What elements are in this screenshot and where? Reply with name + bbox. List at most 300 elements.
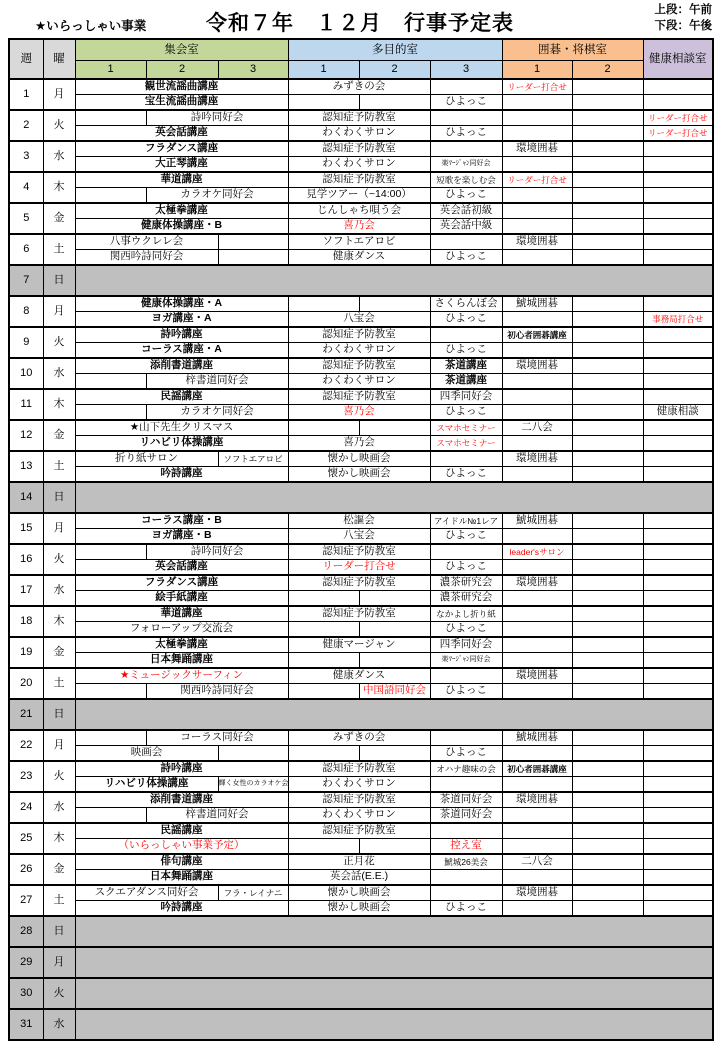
event-cell: 鯱城26美会 — [430, 854, 502, 870]
event-cell: 大正琴講座 — [75, 157, 288, 173]
event-cell: 喜乃会 — [288, 219, 430, 235]
event-cell: 英会話(E.E.) — [288, 870, 430, 886]
event-cell: みずきの会 — [288, 730, 430, 746]
dow-cell: 金 — [43, 420, 75, 451]
empty-cell — [502, 95, 572, 111]
event-cell: 健康マージャン — [288, 637, 430, 653]
dow-cell: 土 — [43, 234, 75, 265]
empty-cell — [502, 529, 572, 545]
empty-cell — [572, 157, 643, 173]
empty-cell — [75, 684, 146, 700]
date-cell: 14 — [9, 482, 43, 513]
event-cell: 宝生流謡曲講座 — [75, 95, 288, 111]
event-cell: わくわくサロン — [288, 808, 430, 824]
dow-cell: 月 — [43, 513, 75, 544]
event-cell: 認知症予防教室 — [288, 358, 430, 374]
event-cell: スクエアダンス同好会 — [75, 885, 218, 901]
empty-cell — [502, 436, 572, 452]
empty-cell — [572, 420, 643, 436]
empty-cell — [430, 777, 502, 793]
event-cell: 喜乃会 — [288, 436, 430, 452]
empty-cell — [430, 79, 502, 95]
date-cell: 26 — [9, 854, 43, 885]
event-cell: アイドル№1レア — [430, 513, 502, 529]
event-cell: フォローアップ交流会 — [75, 622, 288, 638]
date-cell: 21 — [9, 699, 43, 730]
event-cell: 初心者囲碁講座 — [502, 327, 572, 343]
closed-day-cell — [75, 947, 713, 978]
empty-cell — [288, 684, 359, 700]
date-cell: 27 — [9, 885, 43, 916]
empty-cell — [430, 870, 502, 886]
date-cell: 9 — [9, 327, 43, 358]
closed-day-cell — [75, 1009, 713, 1040]
date-cell: 8 — [9, 296, 43, 327]
empty-cell — [572, 637, 643, 653]
dow-cell: 水 — [43, 141, 75, 172]
empty-cell — [502, 637, 572, 653]
event-cell: スマホセミナー — [430, 436, 502, 452]
empty-cell — [643, 560, 713, 576]
event-cell: 認知症予防教室 — [288, 141, 430, 157]
date-cell: 22 — [9, 730, 43, 761]
empty-cell — [572, 668, 643, 684]
event-cell: カラオケ同好会 — [146, 188, 288, 204]
event-cell: 認知症予防教室 — [288, 823, 430, 839]
date-cell: 10 — [9, 358, 43, 389]
empty-cell — [572, 110, 643, 126]
event-cell: ひよっこ — [430, 405, 502, 421]
event-cell: 八宝会 — [288, 312, 430, 328]
event-cell: 認知症予防教室 — [288, 389, 430, 405]
event-cell: 吟詩講座 — [75, 467, 288, 483]
empty-cell — [572, 653, 643, 669]
event-cell: わくわくサロン — [288, 343, 430, 359]
event-cell: ひよっこ — [430, 343, 502, 359]
empty-cell — [643, 219, 713, 235]
event-cell: 添削書道講座 — [75, 792, 288, 808]
empty-cell — [502, 901, 572, 917]
event-cell: カラオケ同好会 — [146, 405, 288, 421]
event-cell: さくらんぼ会 — [430, 296, 502, 312]
event-cell: 認知症予防教室 — [288, 172, 430, 188]
dow-cell: 日 — [43, 265, 75, 296]
event-cell: 認知症予防教室 — [288, 792, 430, 808]
empty-cell — [502, 606, 572, 622]
date-cell: 19 — [9, 637, 43, 668]
event-cell: 茶道同好会 — [430, 808, 502, 824]
empty-cell — [572, 560, 643, 576]
empty-cell — [643, 172, 713, 188]
dow-cell: 火 — [43, 544, 75, 575]
dow-cell: 月 — [43, 79, 75, 110]
event-cell: 健康ダンス — [288, 668, 430, 684]
empty-cell — [502, 405, 572, 421]
empty-cell — [218, 746, 288, 762]
empty-cell — [572, 374, 643, 390]
empty-cell — [572, 79, 643, 95]
empty-cell — [572, 312, 643, 328]
empty-cell — [430, 141, 502, 157]
empty-cell — [430, 451, 502, 467]
empty-cell — [643, 234, 713, 250]
empty-cell — [430, 668, 502, 684]
dow-cell: 水 — [43, 358, 75, 389]
empty-cell — [643, 141, 713, 157]
empty-cell — [502, 622, 572, 638]
event-cell: わくわくサロン — [288, 777, 430, 793]
empty-cell — [572, 172, 643, 188]
page-title: 令和７年 １２月 行事予定表 — [206, 12, 514, 35]
room-header: 集会室 — [75, 39, 288, 61]
am-legend-line: 上段：午前 — [654, 4, 712, 16]
empty-cell — [75, 188, 146, 204]
event-cell: 日本舞踊講座 — [75, 870, 288, 886]
empty-cell — [75, 544, 146, 560]
event-cell: 梓書道同好会 — [146, 374, 288, 390]
dow-cell: 火 — [43, 761, 75, 792]
empty-cell — [288, 420, 359, 436]
room-subcol-header: 1 — [502, 61, 572, 80]
empty-cell — [643, 79, 713, 95]
empty-cell — [288, 95, 359, 111]
closed-day-cell — [75, 916, 713, 947]
event-cell: じんしゃち唄う会 — [288, 203, 430, 219]
empty-cell — [572, 327, 643, 343]
empty-cell — [572, 343, 643, 359]
event-cell: 環境囲碁 — [502, 668, 572, 684]
empty-cell — [643, 606, 713, 622]
event-cell: 認知症予防教室 — [288, 606, 430, 622]
empty-cell — [502, 777, 572, 793]
empty-cell — [572, 250, 643, 266]
event-cell: ひよっこ — [430, 529, 502, 545]
empty-cell — [572, 188, 643, 204]
date-cell: 2 — [9, 110, 43, 141]
event-cell: 懐かし映画会 — [288, 451, 430, 467]
room-header: 囲碁・将棋室 — [502, 39, 643, 61]
event-cell: コーラス講座・A — [75, 343, 288, 359]
empty-cell — [288, 622, 359, 638]
event-cell: 短歌を楽しむ会 — [430, 172, 502, 188]
empty-cell — [502, 250, 572, 266]
room-header: 健康相談室 — [643, 39, 713, 79]
empty-cell — [572, 296, 643, 312]
event-cell: 添削書道講座 — [75, 358, 288, 374]
event-cell: ひよっこ — [430, 684, 502, 700]
event-cell: リーダー打合せ — [502, 172, 572, 188]
event-cell: 健康相談 — [643, 405, 713, 421]
empty-cell — [643, 188, 713, 204]
empty-cell — [572, 901, 643, 917]
date-cell: 12 — [9, 420, 43, 451]
empty-cell — [288, 746, 359, 762]
event-cell: ひよっこ — [430, 95, 502, 111]
empty-cell — [643, 358, 713, 374]
dow-cell: 水 — [43, 575, 75, 606]
event-cell: 茶道講座 — [430, 358, 502, 374]
empty-cell — [643, 637, 713, 653]
empty-cell — [502, 870, 572, 886]
room-subcol-header: 2 — [146, 61, 218, 80]
date-cell: 29 — [9, 947, 43, 978]
empty-cell — [288, 653, 359, 669]
empty-cell — [643, 808, 713, 824]
empty-cell — [643, 668, 713, 684]
empty-cell — [430, 544, 502, 560]
event-cell: みずきの会 — [288, 79, 430, 95]
event-cell: 太極拳講座 — [75, 203, 288, 219]
date-cell: 31 — [9, 1009, 43, 1040]
dow-cell: 木 — [43, 823, 75, 854]
empty-cell — [75, 374, 146, 390]
empty-cell — [572, 544, 643, 560]
empty-cell — [359, 746, 430, 762]
event-cell: 折り紙サロン — [75, 451, 218, 467]
date-cell: 16 — [9, 544, 43, 575]
empty-cell — [502, 560, 572, 576]
empty-cell — [430, 730, 502, 746]
empty-cell — [359, 653, 430, 669]
event-cell: 英会話講座 — [75, 126, 288, 142]
event-cell: 八事ウクレレ会 — [75, 234, 218, 250]
empty-cell — [572, 606, 643, 622]
event-cell: リーダー打合せ — [502, 79, 572, 95]
empty-cell — [572, 203, 643, 219]
room-subcol-header: 3 — [430, 61, 502, 80]
empty-cell — [643, 653, 713, 669]
date-cell: 6 — [9, 234, 43, 265]
event-cell: 健康体操講座・B — [75, 219, 288, 235]
event-cell: 環境囲碁 — [502, 792, 572, 808]
empty-cell — [359, 95, 430, 111]
dow-cell: 水 — [43, 1009, 75, 1040]
event-cell: 環境囲碁 — [502, 141, 572, 157]
event-cell: （いらっしゃい事業予定） — [75, 839, 288, 855]
empty-cell — [502, 343, 572, 359]
event-cell: 関西吟詩同好会 — [75, 250, 218, 266]
empty-cell — [643, 792, 713, 808]
dow-cell: 月 — [43, 730, 75, 761]
event-cell: 環境囲碁 — [502, 885, 572, 901]
event-cell: 認知症予防教室 — [288, 110, 430, 126]
event-cell: 四季同好会 — [430, 389, 502, 405]
event-cell: 英会話中級 — [430, 219, 502, 235]
page-header — [0, 0, 720, 38]
event-cell: ★山下先生クリスマス — [75, 420, 288, 436]
date-cell: 20 — [9, 668, 43, 699]
empty-cell — [502, 110, 572, 126]
empty-cell — [643, 761, 713, 777]
event-cell: ひよっこ — [430, 467, 502, 483]
event-cell: 正月花 — [288, 854, 430, 870]
date-cell: 15 — [9, 513, 43, 544]
dow-cell: 土 — [43, 885, 75, 916]
event-cell: 四季同好会 — [430, 637, 502, 653]
empty-cell — [572, 126, 643, 142]
dow-cell: 火 — [43, 110, 75, 141]
dow-cell: 金 — [43, 854, 75, 885]
empty-cell — [502, 157, 572, 173]
event-cell: わくわくサロン — [288, 126, 430, 142]
event-cell: フラダンス講座 — [75, 141, 288, 157]
empty-cell — [572, 95, 643, 111]
event-cell: 懐かし映画会 — [288, 901, 430, 917]
closed-day-cell — [75, 699, 713, 730]
event-cell: 見学ツアー（~14:00） — [288, 188, 430, 204]
closed-day-cell — [75, 265, 713, 296]
event-cell: 濃茶研究会 — [430, 591, 502, 607]
event-cell: leader'sサロン — [502, 544, 572, 560]
event-cell: ひよっこ — [430, 126, 502, 142]
event-cell: 環境囲碁 — [502, 234, 572, 250]
business-note: ★いらっしゃい事業 — [35, 19, 147, 33]
dow-cell: 日 — [43, 699, 75, 730]
event-cell: 懐かし映画会 — [288, 885, 430, 901]
empty-cell — [643, 591, 713, 607]
event-cell: リーダー打合せ — [643, 126, 713, 142]
closed-day-cell — [75, 978, 713, 1009]
event-cell: スマホセミナー — [430, 420, 502, 436]
event-cell: リーダー打合せ — [288, 560, 430, 576]
date-cell: 1 — [9, 79, 43, 110]
empty-cell — [643, 436, 713, 452]
event-cell: わくわくサロン — [288, 374, 430, 390]
empty-cell — [572, 234, 643, 250]
dow-cell: 木 — [43, 389, 75, 420]
event-cell: リーダー打合せ — [643, 110, 713, 126]
empty-cell — [359, 591, 430, 607]
empty-cell — [430, 885, 502, 901]
event-cell: 事務局打合せ — [643, 312, 713, 328]
empty-cell — [572, 854, 643, 870]
empty-cell — [643, 343, 713, 359]
dow-cell: 土 — [43, 451, 75, 482]
room-subcol-header: 1 — [75, 61, 146, 80]
event-cell: 楽ﾏｰｼﾞｬﾝ同好会 — [430, 653, 502, 669]
date-cell: 25 — [9, 823, 43, 854]
empty-cell — [430, 823, 502, 839]
event-cell: 輝く女性のカラオケ会 — [218, 777, 288, 793]
event-cell: 楽ﾏｰｼﾞｬﾝ同好会 — [430, 157, 502, 173]
empty-cell — [643, 854, 713, 870]
empty-cell — [502, 203, 572, 219]
empty-cell — [502, 823, 572, 839]
date-cell: 7 — [9, 265, 43, 296]
empty-cell — [643, 544, 713, 560]
event-cell: 映画会 — [75, 746, 218, 762]
dow-cell: 金 — [43, 203, 75, 234]
event-cell: コーラス同好会 — [146, 730, 288, 746]
empty-cell — [643, 529, 713, 545]
event-cell: 日本舞踊講座 — [75, 653, 288, 669]
date-cell: 23 — [9, 761, 43, 792]
event-cell: 健康ダンス — [288, 250, 430, 266]
date-cell: 4 — [9, 172, 43, 203]
event-cell: 二八会 — [502, 420, 572, 436]
pm-legend-line: 下段：午後 — [654, 19, 712, 32]
event-cell: ひよっこ — [430, 188, 502, 204]
event-cell: 健康体操講座・A — [75, 296, 288, 312]
empty-cell — [502, 839, 572, 855]
empty-cell — [643, 684, 713, 700]
empty-cell — [430, 327, 502, 343]
empty-cell — [643, 95, 713, 111]
empty-cell — [502, 126, 572, 142]
empty-cell — [572, 219, 643, 235]
room-header: 多目的室 — [288, 39, 502, 61]
room-subcol-header: 3 — [218, 61, 288, 80]
event-cell: 太極拳講座 — [75, 637, 288, 653]
event-cell: 民謡講座 — [75, 823, 288, 839]
date-cell: 13 — [9, 451, 43, 482]
event-cell: 認知症予防教室 — [288, 327, 430, 343]
event-cell: ひよっこ — [430, 560, 502, 576]
dow-cell: 水 — [43, 792, 75, 823]
empty-cell — [572, 513, 643, 529]
empty-cell — [430, 234, 502, 250]
empty-cell — [643, 622, 713, 638]
event-cell: ひよっこ — [430, 250, 502, 266]
event-cell: フラ・レイナニ — [218, 885, 288, 901]
table-body — [9, 79, 713, 1040]
event-cell: なかよし折り紙 — [430, 606, 502, 622]
empty-cell — [572, 885, 643, 901]
event-cell: ソフトエアロビ — [218, 451, 288, 467]
empty-cell — [75, 110, 146, 126]
event-cell: 吟詩講座 — [75, 901, 288, 917]
event-cell: ヨガ講座・B — [75, 529, 288, 545]
dow-cell: 月 — [43, 947, 75, 978]
dow-cell: 木 — [43, 606, 75, 637]
empty-cell — [572, 591, 643, 607]
event-cell: 俳句講座 — [75, 854, 288, 870]
event-cell: 喜乃会 — [288, 405, 430, 421]
event-cell: ひよっこ — [430, 746, 502, 762]
empty-cell — [502, 467, 572, 483]
empty-cell — [572, 529, 643, 545]
empty-cell — [75, 405, 146, 421]
empty-cell — [75, 808, 146, 824]
date-cell: 28 — [9, 916, 43, 947]
empty-cell — [643, 451, 713, 467]
empty-cell — [643, 157, 713, 173]
date-cell: 11 — [9, 389, 43, 420]
empty-cell — [359, 420, 430, 436]
empty-cell — [288, 296, 359, 312]
empty-cell — [643, 513, 713, 529]
empty-cell — [643, 730, 713, 746]
empty-cell — [288, 839, 359, 855]
empty-cell — [572, 777, 643, 793]
empty-cell — [218, 234, 288, 250]
event-cell: 懐かし映画会 — [288, 467, 430, 483]
empty-cell — [502, 653, 572, 669]
event-cell: ソフトエアロビ — [288, 234, 430, 250]
event-cell: わくわくサロン — [288, 157, 430, 173]
empty-cell — [572, 622, 643, 638]
dow-cell: 木 — [43, 172, 75, 203]
event-cell: 環境囲碁 — [502, 358, 572, 374]
dow-cell: 月 — [43, 296, 75, 327]
date-cell: 18 — [9, 606, 43, 637]
empty-cell — [572, 575, 643, 591]
event-cell: 関西吟詩同好会 — [146, 684, 288, 700]
event-cell: コーラス講座・B — [75, 513, 288, 529]
empty-cell — [572, 792, 643, 808]
empty-cell — [75, 730, 146, 746]
am-pm-legend — [655, 3, 713, 34]
